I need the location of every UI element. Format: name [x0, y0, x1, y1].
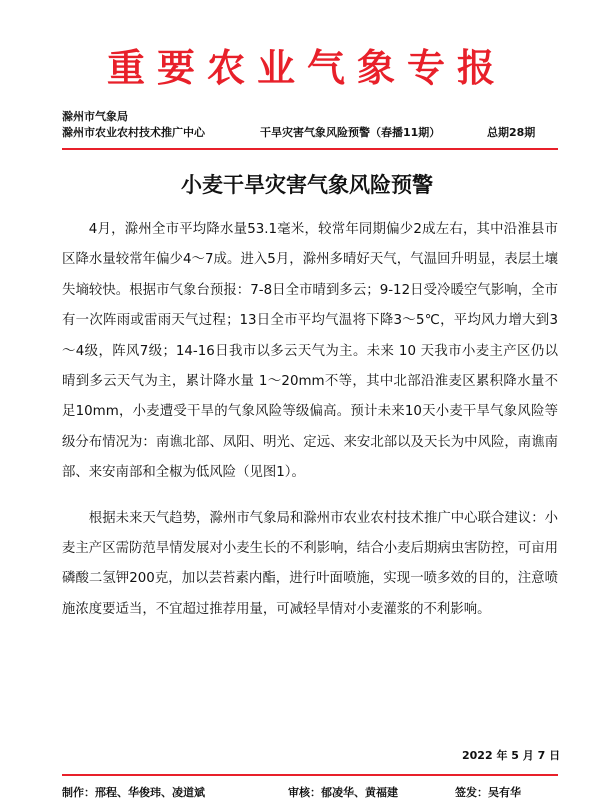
body-paragraph: 4月，滁州全市平均降水量53.1毫米，较常年同期偏少2成左右，其中沿淮县市区降水量较常年偏少4～7成。进入5月，滁州多晴好天气，气温回升明显，表层土壤失墒较快。根据市气象台预报：7-8日全市晴到多云；9-12日受冷暖空气影响，全市有一次阵雨或雷雨天气过程；13日全市平均气温将下降3～5℃，平均风力增大到3～4级，阵风7级；14-16日我市以多云天气为主。未来 10 天我市小麦主产区仍以晴到多云天气为主，累计降水量 1～20mm不等，其中北部沿淮麦区累积降水量不足10mm，小麦遭受干旱的气象风险等级偏高。预计未来10天小麦干旱气象风险等级分布情况为：南谯北部、凤阳、明光、定远、来安北部以及天长为中风险，南谯南部、来安南部和全椒为低风险（见图1）。: [62, 222, 558, 481]
footer-prepared-by: 制作：邢程、华俊玮、凌道斌: [62, 786, 205, 799]
masthead-title: 重要农业气象专报: [106, 45, 507, 90]
issue-total: 总期28期: [487, 126, 536, 139]
footer-issued-by: 签发：吴有华: [455, 786, 521, 799]
header-divider: [62, 148, 558, 150]
footer-reviewed-by: 审核：郁凌华、黄福建: [288, 786, 398, 799]
document-body: [62, 215, 558, 640]
document-title: 小麦干旱灾害气象风险预警: [181, 173, 433, 197]
footer-divider: [62, 774, 558, 776]
issuer-agri-center: 滁州市农业农村技术推广中心: [62, 126, 205, 139]
issue-date: 2022 年 5 月 7 日: [462, 749, 561, 762]
body-paragraph: 根据未来天气趋势，滁州市气象局和滁州市农业农村技术推广中心联合建议：小麦主产区需防范旱情发展对小麦生长的不利影响，结合小麦后期病虫害防控，可亩用磷酸二氢钾200克，加以芸苔素内酯，进行叶面喷施，实现一喷多效的目的，注意喷施浓度要适当，不宜超过推荐用量，可减轻旱情对小麦灌浆的不利影响。: [62, 510, 558, 617]
issuer-weather-bureau: 滁州市气象局: [62, 110, 128, 123]
issue-title: 干旱灾害气象风险预警（春播11期）: [260, 126, 441, 139]
